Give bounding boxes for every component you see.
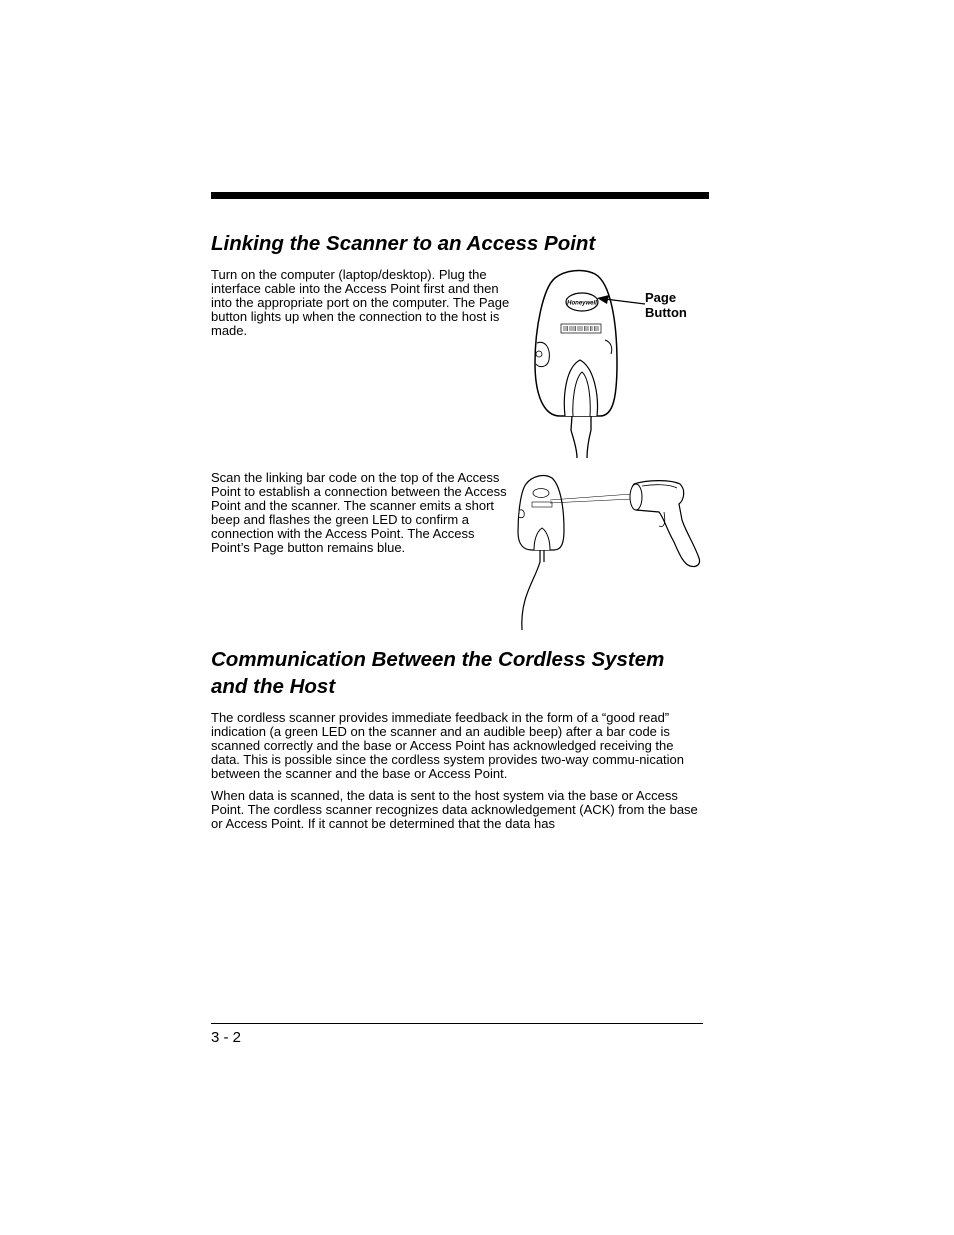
section-heading-linking: Linking the Scanner to an Access Point — [211, 232, 596, 255]
paragraph-feedback: The cordless scanner provides immediate feedback in the form of a “good read” indication (a green LED on the scanner and an audible beep) after a bar code is scanned correctly and the base or Access Point has acknowledged receiving the data. This is possible since the cordless system provides two-way commu-nication between the scanner and the base or Access Point. — [211, 710, 685, 781]
scanner-linking-illustration — [514, 472, 704, 632]
header-rule — [211, 192, 709, 199]
paragraph-data-scanned: When data is scanned, the data is sent to the host system via the base or Access Point. The cordless scanner recognizes data acknowledgement (ACK) from the base or Access Point. If it cannot be determined that the data has — [211, 788, 698, 831]
footer-rule — [211, 1023, 703, 1024]
honeywell-logo: Honeywell — [567, 300, 597, 307]
callout-arrow — [595, 295, 647, 309]
callout-line-1: Page — [645, 290, 677, 305]
section-heading-communication-line-1: Communication Between the Cordless System — [211, 648, 665, 671]
callout-line-2: Button — [645, 305, 687, 320]
paragraph-scan-linking: Scan the linking bar code on the top of the Access Point to establish a connection between the Access Point and the scanner. The scanner emits a short beep and flashes the green LED to confirm a connection with the Access Point. The Access Point’s Page button remains blue. — [211, 470, 507, 555]
section-heading-communication-line-2: and the Host — [211, 675, 336, 698]
page-button-callout — [645, 290, 687, 320]
paragraph-linking-intro: Turn on the computer (laptop/desktop). Plug the interface cable into the Access Point first and then into the appropriate port on the computer. The Page button lights up when the connection to the host is made. — [211, 267, 510, 338]
page-number: 3 - 2 — [211, 1029, 242, 1046]
